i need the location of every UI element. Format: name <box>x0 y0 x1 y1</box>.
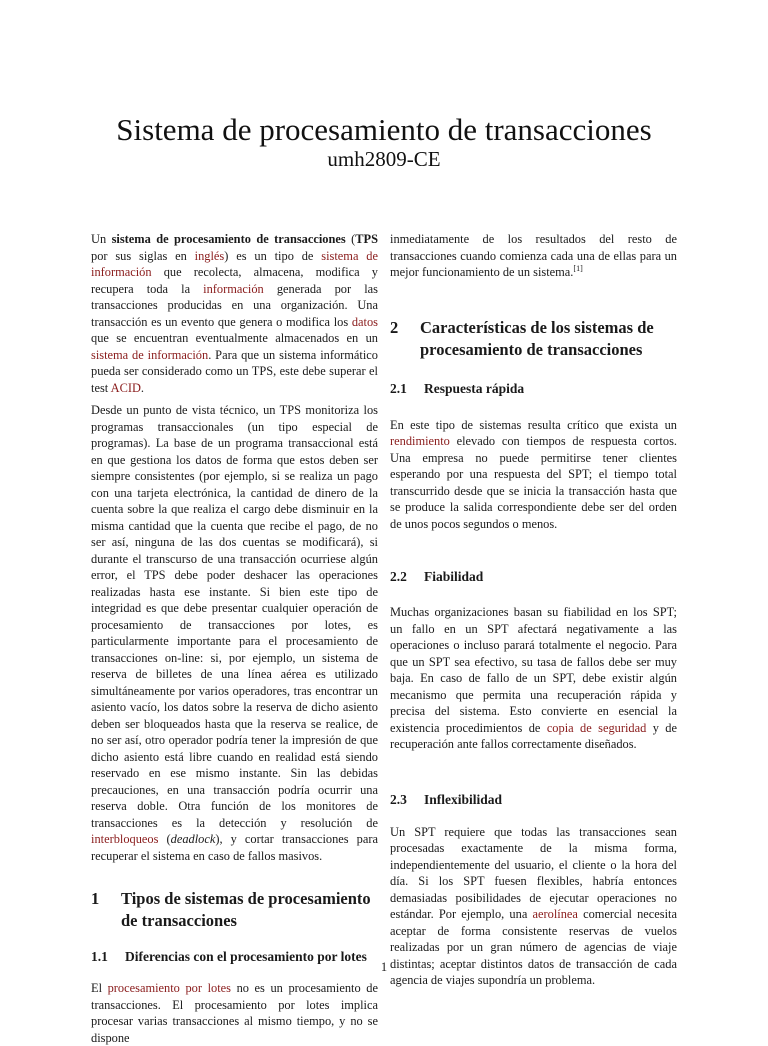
link-procesamiento-por-lotes[interactable]: procesamiento por lotes <box>107 981 231 995</box>
link-interbloqueos[interactable]: interbloqueos <box>91 832 159 846</box>
link-copia-de-seguridad[interactable]: copia de seguridad <box>546 720 647 735</box>
body-paragraph: En este tipo de sistemas resulta crítico que exista un rendimiento elevado con tiempos de respuesta cortos. Una empresa no puede permitirse tener clientes esperando por una respuesta del SPT; el tiempo total transcurrido desde que se inicia la transacción hasta que se produce la salida correspondiente debe ser del orden de unos pocos segundos o menos. <box>390 417 677 531</box>
link-datos[interactable]: datos <box>351 314 378 329</box>
left-column <box>91 231 378 1046</box>
link-aerolinea[interactable]: aerolínea <box>532 907 578 921</box>
body-paragraph: Un SPT requiere que todas las transacciones sean procesadas exactamente de la misma forma, independientemente del usuario, el cliente o la hora del día. Si los SPT fuesen flexibles, habría entonces demasiadas posibilidades de ejecutar operaciones no estándar. Por ejemplo, una aerolínea comercial necesita aceptar de forma consistente reservas de vuelos realizadas por un gran número de agencias de viaje distintas; aceptar distintos datos de transacción de cada agencia de viajes supondría un problema. <box>390 824 677 987</box>
body-paragraph: El procesamiento por lotes no es un procesamiento de transacciones. El procesamiento por lotes implica procesar varias transacciones al mismo tiempo, y no se dispone <box>91 981 378 1045</box>
section-heading-1: 1 Tipos de sistemas de procesamiento de transacciones <box>91 889 371 930</box>
link-ingles[interactable]: inglés <box>194 248 225 263</box>
link-acid[interactable]: ACID <box>110 380 141 395</box>
body-paragraph: Desde un punto de vista técnico, un TPS monitoriza los programas transaccionales (un tipo especial de programas). La base de un programa transaccional está en que gestiona los datos de forma que estos deben ser siempre consistentes (por ejemplo, si se realiza un pago con una tarjeta electrónica, la cantidad de dinero de la cuenta sobre la que realiza el cargo debe disminuir en la misma cantidad que la cuenta que recibe el pago, de no ser así, ninguna de las dos cuentas se modificará), si durante el transcurso de una transacción ocurriese algún error, el TPS debe poder deshacer las operaciones realizadas hasta ese instante. Si bien este tipo de integridad es que debe presentar cualquier operación de procesamiento de transacciones por lotes, es particularmente importante para el procesamiento de transacciones on-line: si, por ejemplo, un sistema de reserva de billetes de una línea aérea es utilizado simultáneamente por varios operadores, tras encontrar un asiento vacío, los datos sobre la reserva de dicho asiento deben ser bloqueados hasta que la reserva se realice, de no ser así, otro operador podría tener la impresión de que dicho asiento está libre cuando en realidad está siendo reservado en ese mismo instante. Sin las debidas precauciones, en una transacción podría ocurrir una reserva doble. Otra función de los monitores de transacciones es la detección y resolución de interbloqueos (deadlock), y cortar transacciones para recuperar el sistema en caso de fallos masivos. <box>91 403 378 863</box>
link-sistema-de-informacion[interactable]: sistema de información <box>91 248 378 279</box>
subsection-heading-2-2: 2.2 Fiabilidad <box>390 569 484 584</box>
link-informacion[interactable]: información <box>203 281 264 296</box>
citation-link[interactable]: [1] <box>573 263 583 273</box>
body-paragraph: Muchas organizaciones basan su fiabilidad en los SPT; un fallo en un SPT afectará negativamente a las operaciones o incluso parará totalmente el negocio. Para que un SPT sea efectivo, su tasa de fallos debe ser muy baja. En caso de fallo de un SPT, debe existir algún mecanismo que permita una recuperación rápida y precisa del sistema. Esto convierte en esencial la existencia procedimientos de copia de seguridad y de recuperación ante fallos correctamente diseñados. <box>390 605 677 751</box>
intro-paragraph: Un sistema de procesamiento de transacciones (TPS por sus siglas en inglés) es un tipo de sistema de información que recolecta, almacena, modifica y recupera toda la información generada por las transacciones producidas en una organización. Una transacción es un evento que genera o modifica los datos que se encuentran eventualmente almacenados en un sistema de información. Para que un sistema informático pueda ser considerado como un TPS, este debe superar el test ACID. <box>91 232 378 395</box>
page-number: 1 <box>380 960 388 974</box>
page-subtitle: umh2809-CE <box>327 147 441 171</box>
subsection-heading-2-3: 2.3 Inflexibilidad <box>390 791 503 807</box>
subsection-heading-1-1: 1.1 Diferencias con el procesamiento por lotes <box>91 949 367 964</box>
link-sistema-de-informacion-2[interactable]: sistema de información <box>91 347 209 362</box>
page-title: Sistema de procesamiento de transacciones <box>116 112 652 147</box>
subsection-heading-2-1: 2.1 Respuesta rápida <box>390 380 525 396</box>
right-column <box>390 231 677 989</box>
link-rendimiento[interactable]: rendimiento <box>390 434 450 448</box>
section-heading-2: 2 Características de los sistemas de procesamiento de transacciones <box>390 317 654 359</box>
body-paragraph: inmediatamente de los resultados del resto de transacciones cuando comienza cada una de ellas para un mejor funcionamiento de un sistema.[1] <box>390 232 677 279</box>
